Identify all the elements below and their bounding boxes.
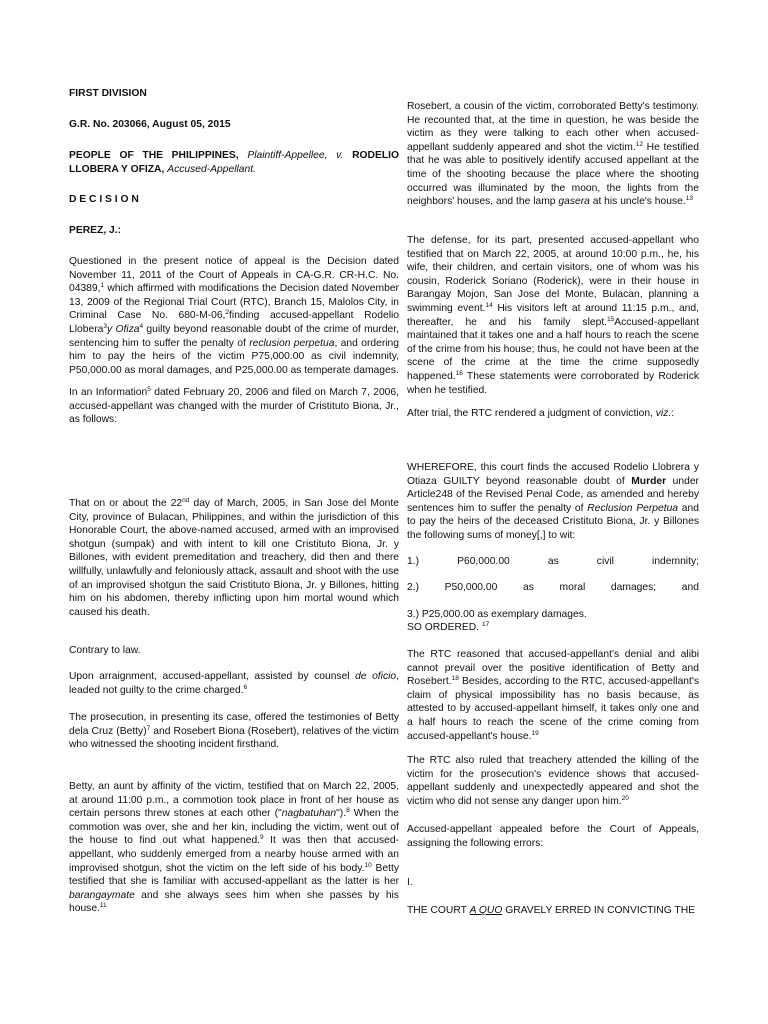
paragraph: Rosebert, a cousin of the victim, corroborated Betty's testimony. He recounted that, at the time in question, he was beside the victim as they were talking to each other when accused-appellant suddenly appeared and shot the victim.$^{12}$ He testified that he was able to positively identify accused appellant at the time of the shooting because the place where the shooting occurred was illuminated by the moon, the lights from the neighbors' houses, and the lamp gasera at his uncle's house.$^{13}$: [407, 101, 699, 208]
case-title: [69, 149, 399, 176]
appellee-role: Plaintiff-Appellee: [247, 150, 325, 161]
appellee-name: PEOPLE OF THE PHILIPPINES,: [69, 150, 239, 161]
appellant-role: Accused-Appellant.: [167, 163, 256, 175]
paragraph: In an Information$^5$ dated February 20, 2006 and filed on March 7, 2006, accused-appellant was changed with the murder of Cristituto Biona, Jr., as follows:: [69, 386, 399, 426]
list-item: 1.) P60,000.00 as civil indemnity;: [407, 556, 699, 567]
footnote-ref[interactable]: 12: [635, 140, 643, 148]
footnote-ref[interactable]: 3: [103, 322, 107, 330]
so-ordered: SO ORDERED. $^{17}$: [407, 621, 490, 633]
footnote-ref[interactable]: 14: [485, 301, 493, 309]
paragraph: Accused-appellant appealed before the Court of Appeals, assigning the following errors:: [407, 824, 699, 849]
footnote-ref[interactable]: 7: [146, 724, 151, 732]
list-item: 2.) P50,000.00 as moral damages; and: [407, 582, 699, 593]
paragraph: Betty, an aunt by affinity of the victim, testified that on March 22, 2005, at around 11:00 p.m., a commotion took place in front of her house as certain persons threw stones at each other ("nagbatuhan").$^8$ When the commotion was over, she and her kin, including the victim, went out of the house to find out what happened.$^9$ It was then that accused-appellant, who suddenly emerged from a nearby house armed with an improvised shotgun, shot the victim on the left side of his body.$^{10}$ Betty testified that she is familiar with accused-appellant as the latter is her barangaymate and she always sees him when she passes by his house.$^{11}$: [69, 781, 399, 915]
paragraph: The prosecution, in presenting its case, offered the testimonies of Betty dela Cruz (Betty)$^7$ and Rosebert Biona (Rosebert), relatives of the victim who witnessed the shooting incident firsthand.: [69, 712, 399, 751]
paragraph: THE COURT A QUO GRAVELY ERRED IN CONVICTING THE: [407, 905, 695, 916]
footnote-ref[interactable]: 8: [346, 807, 350, 815]
list-item: 3.) P25,000.00 as exemplary damages.: [407, 609, 587, 620]
footnote-ref[interactable]: 15: [607, 315, 615, 323]
dispositive-quote: WHEREFORE, this court finds the accused Rodelio Llobrera y Otiaza GUILTY beyond reasonable doubt of Murder under Article248 of the Revised Penal Code, as amended and hereby sentences him to suffer the penalty of Reclusion Perpetua and to pay the heirs of the deceased Cristituto Biona, Jr. y Billones the following sums of money[,] to wit:: [407, 462, 699, 541]
footnote-ref[interactable]: 9: [260, 834, 264, 842]
decision-heading: D E C I S I O N: [69, 194, 139, 205]
footnote-ref[interactable]: 10: [364, 861, 372, 869]
footnote-ref[interactable]: 6: [243, 683, 248, 691]
error-numeral: I.: [407, 877, 413, 888]
paragraph: After trial, the RTC rendered a judgment of conviction, viz.:: [407, 408, 675, 419]
footnote-ref[interactable]: 2: [225, 309, 230, 317]
footnote-ref[interactable]: 16: [455, 369, 463, 377]
paragraph: Questioned in the present notice of appeal is the Decision dated November 11, 2011 of the Court of Appeals in CA-G.R. CR-H.C. No. 04389,$^1$ which affirmed with modifications the Decision dated November 13, 2009 of the Regional Trial Court (RTC), Branch 15, Malolos City, in Criminal Case No. 680-M-06,$^2$finding accused-appellant Rodelio Llobera$^3$y Ofiza$^4$ guilty beyond reasonable doubt of the crime of murder, sentencing him to suffer the penalty of reclusion perpetua, and ordering him to pay the heirs of the victim P75,000.00 as civil indemnity, P50,000.00 as moral damages, and P25,000.00 as temperate damages.: [69, 256, 400, 376]
footnote-ref[interactable]: 4: [139, 322, 144, 330]
appellant-name: RODELIO LLOBERA Y OFIZA,: [69, 150, 399, 175]
ponente: PEREZ, J.:: [69, 225, 122, 236]
footnote-ref[interactable]: 20: [621, 794, 629, 802]
footnote-ref[interactable]: 19: [531, 729, 539, 737]
footnote-ref[interactable]: 1: [100, 282, 105, 290]
versus-label: , v.: [324, 150, 344, 161]
footnote-ref[interactable]: 5: [147, 386, 151, 393]
case-number: G.R. No. 203066, August 05, 2015: [69, 119, 231, 130]
paragraph: Contrary to law.: [69, 645, 141, 656]
paragraph: Upon arraignment, accused-appellant, assisted by counsel de oficio, leaded not guilty to the crime charged.$^6$: [69, 671, 399, 696]
information-quote: That on or about the 22nd day of March, 2005, in San Jose del Monte City, province of Bulacan, Philippines, and within the jurisdiction of this Honorable Court, the above-named accused, armed with an improvised shotgun (sumpak) and with intent to kill one Cristituto Biona, Jr. y Billones, with evident premeditation and treachery, did then and there willfully, unlawfully and feloniously attack, assault and shoot with the use of an improvised shotgun the said Cristituto Biona, Jr. y Billones, hitting him on his abdomen, thereby inflicting upon him mortal wound which caused his death.: [69, 497, 399, 618]
paragraph: The RTC reasoned that accused-appellant's denial and alibi cannot prevail over the positive identification of Betty and Rosebert.$^{18}$ Besides, according to the RTC, accused-appellant's claim of physical impossibility has no basis because, as attested to by accused-appellant himself, it takes only one and a half hours to reach the scene of the crime coming from accused-appellant's house.$^{19}$: [407, 649, 699, 742]
division-heading: FIRST DIVISION: [69, 88, 147, 99]
footnote-ref[interactable]: 11: [99, 902, 107, 910]
footnote-ref[interactable]: 17: [481, 621, 490, 628]
footnote-ref[interactable]: 18: [451, 675, 459, 683]
paragraph: The defense, for its part, presented accused-appellant who testified that on March 22, 2005, at around 10:00 p.m., he, his wife, their children, and certain visitors, one of whom was his cousin, Roderick Soriano (Roderick), were in their house in Barangay Mojon, San Jose del Monte, Bulacan, planning a swimming event.$^{14}$ His visitors left at around 11:15 p.m., and, thereafter, he and his family slept.$^{15}$Accused-appellant maintained that it takes one and a half hours to reach the scene of the crime from his house; thus, he could not have been at the scene of the crime at the time the crime supposedly happened.$^{16}$ These statements were corroborated by Roderick when he testified.: [407, 235, 699, 396]
footnote-ref[interactable]: 13: [685, 195, 693, 203]
paragraph: The RTC also ruled that treachery attended the killing of the victim for the prosecution's evidence shows that accused-appellant suddenly and unexpectedly appeared and shot the victim who did not sense any danger upon him.$^{20}$: [407, 755, 699, 807]
